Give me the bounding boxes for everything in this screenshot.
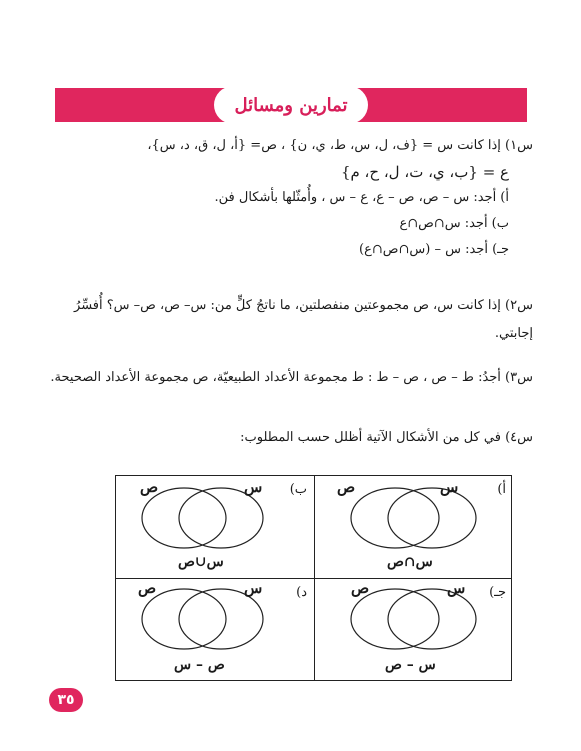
cell-label-a: أ) [497, 482, 506, 497]
set-right-c: س [447, 579, 466, 597]
circle-right-b [179, 488, 263, 548]
venn-cell-c [315, 579, 512, 680]
q1-line1: س١) إذا كانت س = {ف، ل، س، ط، ي، ن} ، ص= {أ، ل، ق، د، س}، [147, 138, 533, 153]
cell-label-d: د) [296, 585, 307, 600]
circle-right-a [388, 488, 476, 548]
page-title: تمارين ومسائل [234, 94, 348, 116]
q3-line1: س٣) أجدُ: ط – ص ، ص – ط : ط مجموعة الأعداد الطبيعيّة، ص مجموعة الأعداد الصحيحة. [50, 370, 533, 385]
set-right-a: س [440, 478, 459, 496]
venn-cell-b [116, 476, 313, 577]
set-right-b: س [244, 478, 263, 496]
cell-label-c: جـ) [489, 585, 506, 600]
circle-left-d [142, 589, 226, 649]
operation-d: ص – س [174, 657, 225, 673]
circle-left-a [351, 488, 439, 548]
circle-right-d [179, 589, 263, 649]
set-left-c: ص [351, 579, 370, 597]
circle-left-b [142, 488, 226, 548]
page-number-badge [49, 688, 83, 712]
q2-line1: س٢) إذا كانت س، ص مجموعتين منفصلتين، ما ناتجُ كلٍّ من: س– ص، ص– س؟ أُفسِّرُ [74, 298, 533, 313]
set-left-b: ص [140, 478, 159, 496]
circle-left-c [351, 589, 439, 649]
q2-line2: إجابتي. [494, 326, 533, 341]
venn-cell-a [315, 476, 512, 577]
circle-right-c [388, 589, 476, 649]
set-left-a: ص [337, 478, 356, 496]
venn-grid [115, 475, 512, 681]
q4-line1: س٤) في كل من الأشكال الآتية أظلل حسب المطلوب: [240, 430, 533, 445]
operation-c: س – ص [385, 657, 436, 673]
set-left-d: ص [138, 579, 157, 597]
cell-label-b: ب) [289, 482, 307, 497]
q1-line2: ع = {ب، ي، ت، ل، ح، م} [340, 163, 509, 181]
q1-part-b: ب) أجد: س∩ص∩ع [399, 216, 509, 231]
set-right-d: س [244, 579, 263, 597]
venn-cell-d [116, 579, 313, 680]
q1-part-c: جـ) أجد: س – (س∩ص∩ع) [359, 242, 509, 257]
operation-b: س∪ص [178, 554, 224, 570]
q1-part-a: أ) أجد: س – ص، ص – ع، ع – س ، وأُمثّلها بأشكال فن. [214, 190, 509, 205]
header-pill [214, 86, 368, 124]
operation-a: س∩ص [387, 554, 433, 570]
page-number: ٣٥ [57, 692, 75, 708]
